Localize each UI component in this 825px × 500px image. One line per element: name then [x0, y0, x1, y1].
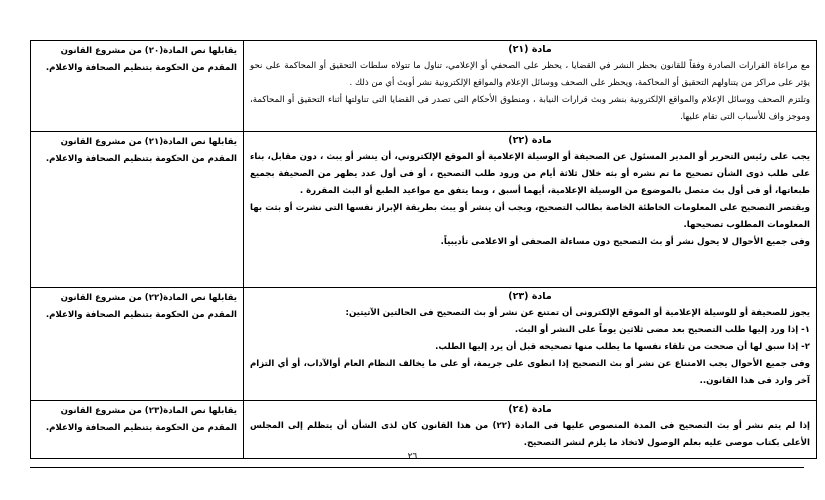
reference-cell — [31, 132, 244, 288]
table-row — [31, 401, 817, 459]
page-number: ٢٦ — [407, 452, 418, 462]
article-text-cell — [244, 132, 817, 288]
reference-text: يقابلها نص المادة(٢٠) من مشروع القانون المقدم من الحكومة بتنظيم الصحافة والاعلام. — [45, 46, 237, 73]
article-text-cell — [244, 401, 817, 459]
article-paragraph: ويقتصر التصحيح على المعلومات الخاطئة الخاصة بطالب التصحيح، ويجب أن ينشر أو يبث بطريقة الإبراز نفسها التى نشرت أو بثت بها المعلومات المطلوب تصحيحها. — [250, 203, 810, 230]
article-paragraph: وفى جميع الأحوال لا يحول نشر أو بث التصحيح دون مساءلة الصحفى أو الاعلامى تأديبياً. — [440, 237, 810, 247]
article-paragraph: ١- إذا ورد إليها طلب التصحيح بعد مضى ثلاثين يوماً على النشر أو البث. — [514, 325, 810, 335]
reference-cell — [31, 288, 244, 401]
table-row — [31, 288, 817, 401]
article-title: مادة (٢٤) — [508, 404, 552, 415]
article-text-cell — [244, 288, 817, 401]
article-paragraph: مع مراعاة القرارات الصادرة وفقاً للقانون بحظر النشر في القضايا ، يحظر على الصحفي أو الإعلامي، تناول ما تتولاه سلطات التحقيق أو المحاكمة على نحو يؤثر على مراكز من يتناولهم التحقيق أو المحاكمة، ويحظر على الصحف ووسائل الإعلام والمواقع الإلكترونية نشر أوبث أي من ذلك . — [250, 61, 810, 88]
article-paragraph: وتلتزم الصحف ووسائل الإعلام والمواقع الإلكترونية بنشر وبث قرارات النيابة ، ومنطوق الأحكام التى تصدر فى القضايا التى تناولتها أثناء التحقيق أو المحاكمة، وموجز واف للأسباب التى تقام عليها. — [250, 95, 810, 122]
article-title: مادة (٢٣) — [508, 291, 552, 302]
table-row — [31, 132, 817, 288]
article-title: مادة (٢٢) — [508, 135, 552, 146]
table-row — [31, 41, 817, 132]
reference-cell — [31, 41, 244, 132]
footer-rule — [30, 467, 804, 468]
reference-cell — [31, 401, 244, 459]
article-paragraph: يجب على رئيس التحرير أو المدير المسئول عن الصحيفة أو الوسيلة الإعلامية أو الموقع الإلكتروني، أن ينشر أو يبث ، دون مقابل، بناء على طلب ذوى الشأن تصحيح ما تم نشره أو بثه خلال ثلاثة أيام من ورود طلب التصحيح ، أو فى أول عدد يظهر من الصحيفة بجميع طبعاتها، أو فى أول بث متصل بالموضوع من الوسيلة الإعلامية، أيهما أسبق ، وبما يتفق مع مواعيد الطبع أو البث المقررة . — [250, 152, 810, 196]
article-paragraph: وفى جميع الأحوال يجب الامتناع عن نشر أو بث التصحيح إذا انطوى على جريمة، أو على ما يخالف النظام العام أوالآداب، أو أي التزام آخر وارد فى هذا القانون.. — [250, 359, 810, 386]
reference-text: يقابلها نص المادة(٢٣) من مشروع القانون المقدم من الحكومة بتنظيم الصحافة والاعلام. — [45, 406, 237, 433]
article-paragraph: ٢- إذا سبق لها أن صححت من تلقاء نفسها ما يطلب منها تصحيحه قبل أن يرد إليها الطلب. — [435, 342, 810, 352]
article-title: مادة (٢١) — [508, 44, 552, 55]
article-paragraph: يجوز للصحيفة أو للوسيلة الإعلامية أو الموقع الإلكترونى أن تمتنع عن نشر أو بث التصحيح فى الحالتين الآتيتين: — [345, 308, 810, 318]
article-paragraph: إذا لم يتم نشر أو بث التصحيح فى المدة المنصوص عليها فى المادة (٢٢) من هذا القانون كان لذى الشأن أن يتظلم إلى المجلس الأعلى بكتاب موصى عليه بعلم الوصول لاتخاذ ما يلزم لنشر التصحيح. — [250, 421, 810, 448]
reference-text: يقابلها نص المادة(٢١) من مشروع القانون المقدم من الحكومة بتنظيم الصحافة والاعلام. — [45, 137, 237, 164]
reference-text: يقابلها نص المادة(٢٢) من مشروع القانون المقدم من الحكومة بتنظيم الصحافة والاعلام. — [45, 293, 237, 320]
comparison-table — [30, 40, 817, 459]
article-text-cell — [244, 41, 817, 132]
